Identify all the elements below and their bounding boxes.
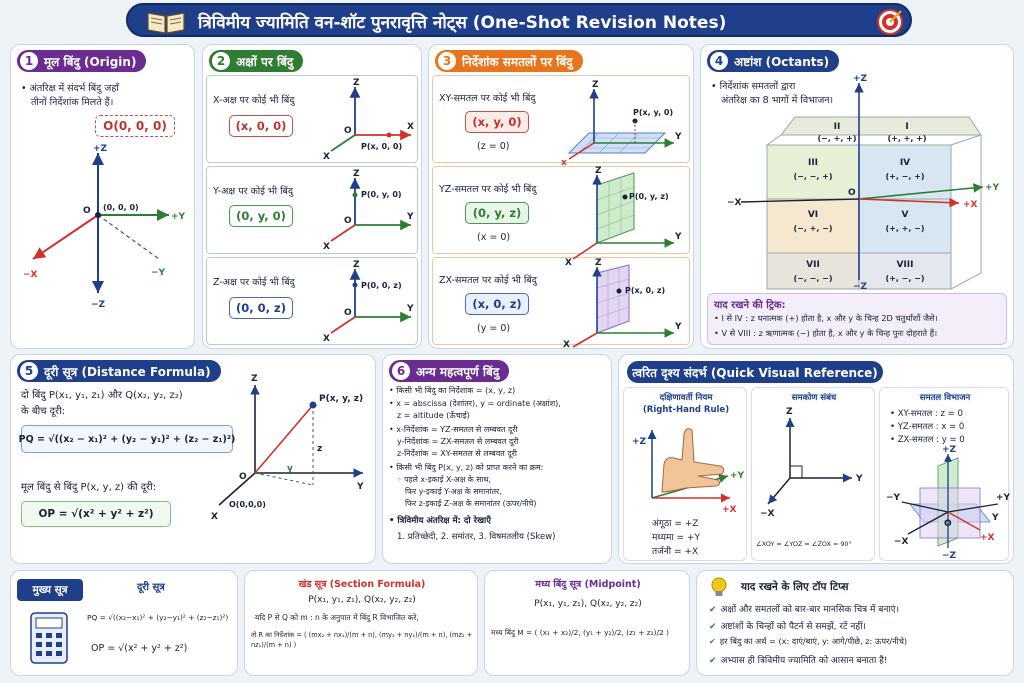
axis-label-nx: −X bbox=[23, 270, 38, 280]
info-line-11: 1. प्रतिच्छेदी, 2. समांतर, 3. विषमतलीय (Skew) bbox=[397, 532, 556, 542]
svg-text:Y: Y bbox=[357, 482, 364, 492]
svg-text:(−, +, +): (−, +, +) bbox=[817, 134, 857, 143]
midpoint-formula-card bbox=[484, 570, 690, 676]
section-number: 4 bbox=[710, 52, 728, 70]
page-title: त्रिविमीय ज्यामिति वन-शॉट पुनरावृत्ति नोट्स (One-Shot Revision Notes) bbox=[198, 13, 727, 33]
plane-points-panel bbox=[428, 44, 694, 349]
svg-text:Z: Z bbox=[595, 166, 602, 176]
octant-ii: II bbox=[833, 122, 841, 132]
origin-desc-2: तीनों निर्देशांक मिलते हैं। bbox=[31, 97, 114, 108]
svg-text:O: O bbox=[239, 472, 247, 482]
octants-desc-2: अंतरिक्ष का 8 भागों में विभाजन। bbox=[721, 95, 834, 106]
section-number: 1 bbox=[20, 52, 38, 70]
lightbulb-icon bbox=[709, 577, 729, 599]
mid-points: P(x₁, y₁, z₁), Q(x₂, y₂, z₂) bbox=[534, 599, 642, 609]
svg-text:P(x, y, z): P(x, y, z) bbox=[319, 394, 364, 404]
trick-line-2: • V से VIII : z ऋणात्मक (−) होता है, x और y के चिन्ह पुनः दोहराते हैं। bbox=[714, 328, 938, 338]
svg-text:+X: +X bbox=[963, 200, 978, 210]
info-line-1: • x = abscissa (देशांतर), y = ordinate (अक्षांश), bbox=[389, 399, 561, 408]
mid-title: मध्य बिंदु सूत्र (Midpoint) bbox=[535, 579, 641, 590]
axis-label-nz: −Z bbox=[91, 300, 106, 310]
octant-v: V bbox=[901, 210, 909, 220]
target-icon bbox=[876, 8, 904, 36]
axis-coord-z: (0, 0, z) bbox=[229, 297, 293, 319]
trick-line-1: • I से IV : z धनात्मक (+) होता है, x और y के चिन्ह 2D चतुर्थांशों जैसे। bbox=[714, 313, 938, 323]
info-line-9: फिर z-इकाई Z-अक्ष के समानांतर (ऊपर/नीचे) bbox=[405, 499, 537, 508]
svg-text:z: z bbox=[317, 444, 323, 454]
svg-text:X: X bbox=[323, 334, 330, 344]
axis-label-py: +Y bbox=[171, 212, 186, 222]
octant-vi: VI bbox=[807, 210, 819, 220]
title-banner bbox=[126, 3, 912, 37]
svg-text:Y: Y bbox=[675, 132, 682, 142]
plane-desc-zx: ZX-समतल पर कोई भी बिंदु bbox=[439, 275, 537, 286]
section-number: 6 bbox=[392, 362, 410, 380]
octant-trick-box bbox=[707, 293, 1007, 345]
perpendicular-card: समकोण संबंध Z Y −X ∠XOY = ∠YOZ = ∠ZOX = 90° bbox=[751, 387, 875, 561]
important-points-header bbox=[389, 360, 509, 382]
svg-text:−Y: −Y bbox=[886, 493, 901, 503]
important-points-panel bbox=[382, 354, 612, 564]
svg-text:P(x, y, 0): P(x, y, 0) bbox=[633, 108, 674, 117]
zx-plane-diagram bbox=[563, 258, 682, 349]
plane-division-card: समतल विभाजन • XY-समतल : z = 0 • YZ-समतल : x = 0 • ZX-समतल : y = 0 +Z −Z +Y −Y +X −X O Y bbox=[879, 387, 1009, 561]
quick-reference-header bbox=[627, 361, 883, 383]
svg-text:+X: +X bbox=[722, 505, 737, 515]
axis-desc-y: Y-अक्ष पर कोई भी बिंदु bbox=[213, 186, 294, 197]
section-number: 3 bbox=[438, 52, 456, 70]
info-line-6: • किसी भी बिंदु P(x, y, z) को प्राप्त करने का क्रम: bbox=[389, 463, 544, 472]
info-line-3: • x-निर्देशांक = YZ-समतल से लम्बवत दूरी bbox=[389, 425, 518, 434]
svg-text:Y: Y bbox=[675, 232, 682, 242]
distance-line-3: मूल बिंदु से बिंदु P(x, y, z) की दूरी: bbox=[21, 482, 157, 493]
svg-text:+Y: +Y bbox=[996, 493, 1011, 503]
svg-text:O: O bbox=[944, 519, 952, 529]
info-line-8: फिर y-इकाई Y-अक्ष के समानांतर, bbox=[405, 487, 502, 496]
svg-text:O: O bbox=[848, 188, 856, 198]
octant-viii: VIII bbox=[896, 260, 914, 270]
dist-formula-2: OP = √(x² + y² + z²) bbox=[91, 643, 188, 654]
top-tips-card bbox=[696, 570, 1014, 676]
trick-title: याद रखने की ट्रिक: bbox=[714, 300, 786, 311]
svg-text:X: X bbox=[211, 512, 218, 522]
calculator-icon bbox=[29, 611, 73, 667]
sec-formula: तो R का निर्देशांक = ( (mx₂ + nx₁)/(m + n), (my₂ + ny₁)/(m + n), (mz₂ + nz₁)/(m + n) ) bbox=[251, 631, 473, 649]
svg-text:−X: −X bbox=[760, 509, 775, 519]
mid-formula: मध्य बिंदु M = ( (x₁ + x₂)/2, (y₁ + y₂)/2, (z₁ + z₂)/2 ) bbox=[491, 628, 669, 637]
section-number: 2 bbox=[212, 52, 230, 70]
svg-text:Z: Z bbox=[251, 374, 258, 384]
axis-coord-x: (x, 0, 0) bbox=[229, 115, 293, 137]
svg-text:O: O bbox=[344, 308, 352, 318]
axis-desc-z: Z-अक्ष पर कोई भी बिंदु bbox=[213, 277, 295, 288]
sec-title: खंड सूत्र (Section Formula) bbox=[298, 579, 426, 590]
quick-reference-panel bbox=[618, 354, 1014, 564]
svg-text:X: X bbox=[323, 152, 330, 162]
info-line-5: z-निर्देशांक = XY-समतल से लम्बवत दूरी bbox=[397, 449, 517, 458]
svg-text:+Z: +Z bbox=[632, 437, 647, 447]
section-title: दूरी सूत्र (Distance Formula) bbox=[44, 364, 211, 379]
origin-o-coord: (0, 0, 0) bbox=[103, 203, 139, 212]
sec-desc: यदि P से Q को m : n के अनुपात में बिंदु R विभाजित करे, bbox=[255, 613, 419, 622]
svg-text:X: X bbox=[323, 242, 330, 252]
svg-text:(+, +, +): (+, +, +) bbox=[887, 134, 927, 143]
plane-coord-zx: (x, 0, z) bbox=[465, 293, 529, 315]
z-axis-diagram bbox=[323, 260, 414, 344]
octant-i: I bbox=[905, 122, 909, 132]
svg-text:Z: Z bbox=[353, 169, 360, 179]
svg-text:Z: Z bbox=[592, 80, 599, 90]
distance-panel bbox=[10, 354, 376, 564]
axis-points-diagrams bbox=[203, 45, 422, 349]
svg-text:+X: +X bbox=[980, 533, 995, 543]
info-line-0: • किसी भी बिंदु का निर्देशांक = (x, y, z) bbox=[389, 386, 516, 395]
x-axis-diagram bbox=[323, 78, 414, 162]
svg-text:x: x bbox=[561, 158, 567, 168]
svg-text:X: X bbox=[565, 258, 572, 268]
plane-coord-xy: (x, y, 0) bbox=[465, 111, 529, 133]
section-title: अष्टांश (Octants) bbox=[734, 54, 830, 69]
info-line-10: • त्रिविमीय अंतरिक्ष में: दो रेखाएँ bbox=[389, 516, 491, 526]
distance-line-2: के बीच दूरी: bbox=[21, 406, 66, 417]
info-line-7: ◦ पहले x-इकाई X-अक्ष के साथ, bbox=[397, 475, 491, 484]
svg-text:X: X bbox=[407, 122, 414, 132]
svg-text:−Z: −Z bbox=[853, 282, 868, 292]
origin-coord-box: O(0, 0, 0) bbox=[95, 115, 175, 137]
svg-text:Y: Y bbox=[407, 304, 414, 314]
xy-plane-diagram bbox=[561, 80, 682, 168]
origin-distance-formula-box: OP = √(x² + y² + z²) bbox=[21, 501, 171, 527]
plane-cond-yz: (x = 0) bbox=[477, 232, 511, 243]
distance-formula-card bbox=[10, 570, 238, 676]
section-formula-card bbox=[244, 570, 478, 676]
axis-label-ny: −Y bbox=[151, 268, 166, 278]
octant-iv: IV bbox=[899, 158, 911, 168]
svg-text:X: X bbox=[563, 340, 570, 350]
svg-text:−X: −X bbox=[894, 537, 909, 547]
svg-text:y: y bbox=[287, 464, 293, 474]
svg-text:−X: −X bbox=[727, 198, 742, 208]
axis-desc-x: X-अक्ष पर कोई भी बिंदु bbox=[213, 95, 295, 106]
y-axis-diagram bbox=[323, 169, 414, 252]
tip-item: ✔ अक्षों और समतलों को बार-बार मानसिक चित्र में बनाएं। bbox=[709, 605, 900, 615]
sec-points: P(x₁, y₁, z₁), Q(x₂, y₂, z₂) bbox=[308, 595, 416, 605]
tip-item: ✔ अष्टांशों के चिन्हों को पैटर्न से समझें, रटें नहीं। bbox=[709, 622, 866, 632]
svg-text:Z: Z bbox=[595, 258, 602, 268]
svg-text:+Z: +Z bbox=[942, 445, 957, 455]
section-title: त्वरित दृश्य संदर्भ (Quick Visual Reference) bbox=[632, 365, 878, 380]
svg-text:(+, +, −): (+, +, −) bbox=[885, 224, 925, 233]
info-line-2: z = altitude (ऊँचाई) bbox=[397, 411, 470, 420]
tip-item: ✔ अभ्यास ही त्रिविमीय ज्यामिति को आसान बनाता है! bbox=[709, 656, 888, 666]
plane-coord-yz: (0, y, z) bbox=[465, 202, 529, 224]
origin-desc-1: • अंतरिक्ष में संदर्भ बिंदु जहाँ bbox=[21, 83, 119, 94]
tips-title: याद रखने के लिए टॉप टिप्स bbox=[741, 581, 849, 593]
plane-points-diagrams bbox=[429, 45, 694, 349]
main-formula-tag: मुख्य सूत्र bbox=[17, 579, 83, 601]
svg-text:(+, −, +): (+, −, +) bbox=[885, 172, 925, 181]
svg-text:−Z: −Z bbox=[942, 551, 957, 561]
plane-desc-xy: XY-समतल पर कोई भी बिंदु bbox=[439, 93, 536, 104]
svg-text:Y: Y bbox=[675, 322, 682, 332]
origin-panel bbox=[10, 44, 195, 349]
plane-desc-yz: YZ-समतल पर कोई भी बिंदु bbox=[439, 184, 537, 195]
svg-text:Y: Y bbox=[992, 513, 999, 523]
origin-o-label: O bbox=[83, 206, 91, 216]
dist-title: दूरी सूत्र bbox=[137, 582, 165, 593]
svg-text:P(0, y, z): P(0, y, z) bbox=[629, 192, 669, 201]
axis-label-pz: +Z bbox=[93, 144, 108, 154]
book-icon bbox=[146, 9, 186, 35]
section-number: 5 bbox=[20, 362, 38, 380]
section-title: अन्य महत्वपूर्ण बिंदु bbox=[416, 364, 500, 379]
svg-text:P(x, 0, z): P(x, 0, z) bbox=[625, 286, 666, 295]
svg-text:O(0,0,0): O(0,0,0) bbox=[229, 500, 266, 509]
dist-formula-1: PQ = √((x₂−x₁)² + (y₂−y₁)² + (z₂−z₁)²) bbox=[87, 613, 229, 622]
section-title: निर्देशांक समतलों पर बिंदु bbox=[462, 54, 573, 69]
octant-iii: III bbox=[807, 158, 819, 168]
section-title: मूल बिंदु (Origin) bbox=[44, 54, 137, 69]
svg-text:P(x, 0, 0): P(x, 0, 0) bbox=[361, 142, 403, 151]
svg-text:(−, +, −): (−, +, −) bbox=[793, 224, 833, 233]
svg-text:+Z: +Z bbox=[853, 74, 868, 84]
svg-text:Z: Z bbox=[353, 260, 360, 270]
svg-text:+Y: +Y bbox=[730, 471, 745, 481]
info-line-4: y-निर्देशांक = ZX-समतल से लम्बवत दूरी bbox=[397, 437, 519, 446]
distance-line-1: दो बिंदु P(x₁, y₁, z₁) और Q(x₂, y₂, z₂) bbox=[21, 390, 183, 401]
octant-vii: VII bbox=[806, 260, 820, 270]
section-title: अक्षों पर बिंदु bbox=[236, 54, 294, 69]
yz-plane-diagram bbox=[565, 166, 682, 268]
octants-desc-1: • निर्देशांक समतलों द्वारा bbox=[711, 81, 796, 92]
svg-text:(+, −, −): (+, −, −) bbox=[885, 274, 925, 283]
svg-text:+Y: +Y bbox=[985, 183, 1000, 193]
svg-text:O: O bbox=[344, 216, 352, 226]
svg-text:P(0, 0, z): P(0, 0, z) bbox=[361, 281, 402, 290]
octants-panel bbox=[700, 44, 1014, 349]
distance-formula-box: PQ = √((x₂ − x₁)² + (y₂ − y₁)² + (z₂ − z₁)²) bbox=[21, 425, 233, 453]
svg-text:(−, −, +): (−, −, +) bbox=[793, 172, 833, 181]
svg-text:Z: Z bbox=[786, 407, 793, 417]
svg-text:Y: Y bbox=[407, 212, 414, 222]
right-hand-rule-card: दक्षिणावर्ती नियम (Right-Hand Rule) +Z +Y +X अंगूठा = +Z मध्यमा = +Y तर्जनी = +X bbox=[623, 387, 747, 561]
svg-text:Y: Y bbox=[856, 474, 863, 484]
distance-diagram bbox=[11, 355, 376, 564]
svg-text:(−, −, −): (−, −, −) bbox=[793, 274, 833, 283]
tip-item: ✔ हर बिंदु का अर्थ = (x: दाएं/बाएं, y: आगे/पीछे, z: ऊपर/नीचे) bbox=[709, 636, 908, 646]
svg-text:O: O bbox=[344, 126, 352, 136]
origin-axes-diagram bbox=[11, 45, 195, 349]
axis-points-panel bbox=[202, 44, 422, 349]
plane-cond-zx: (y = 0) bbox=[477, 323, 511, 334]
axis-coord-y: (0, y, 0) bbox=[229, 205, 293, 227]
right-angle-diagram bbox=[752, 388, 876, 562]
planes-diagram bbox=[880, 388, 1010, 562]
svg-text:Z: Z bbox=[353, 78, 360, 88]
svg-text:P(0, y, 0): P(0, y, 0) bbox=[361, 190, 402, 199]
plane-cond-xy: (z = 0) bbox=[477, 141, 510, 152]
